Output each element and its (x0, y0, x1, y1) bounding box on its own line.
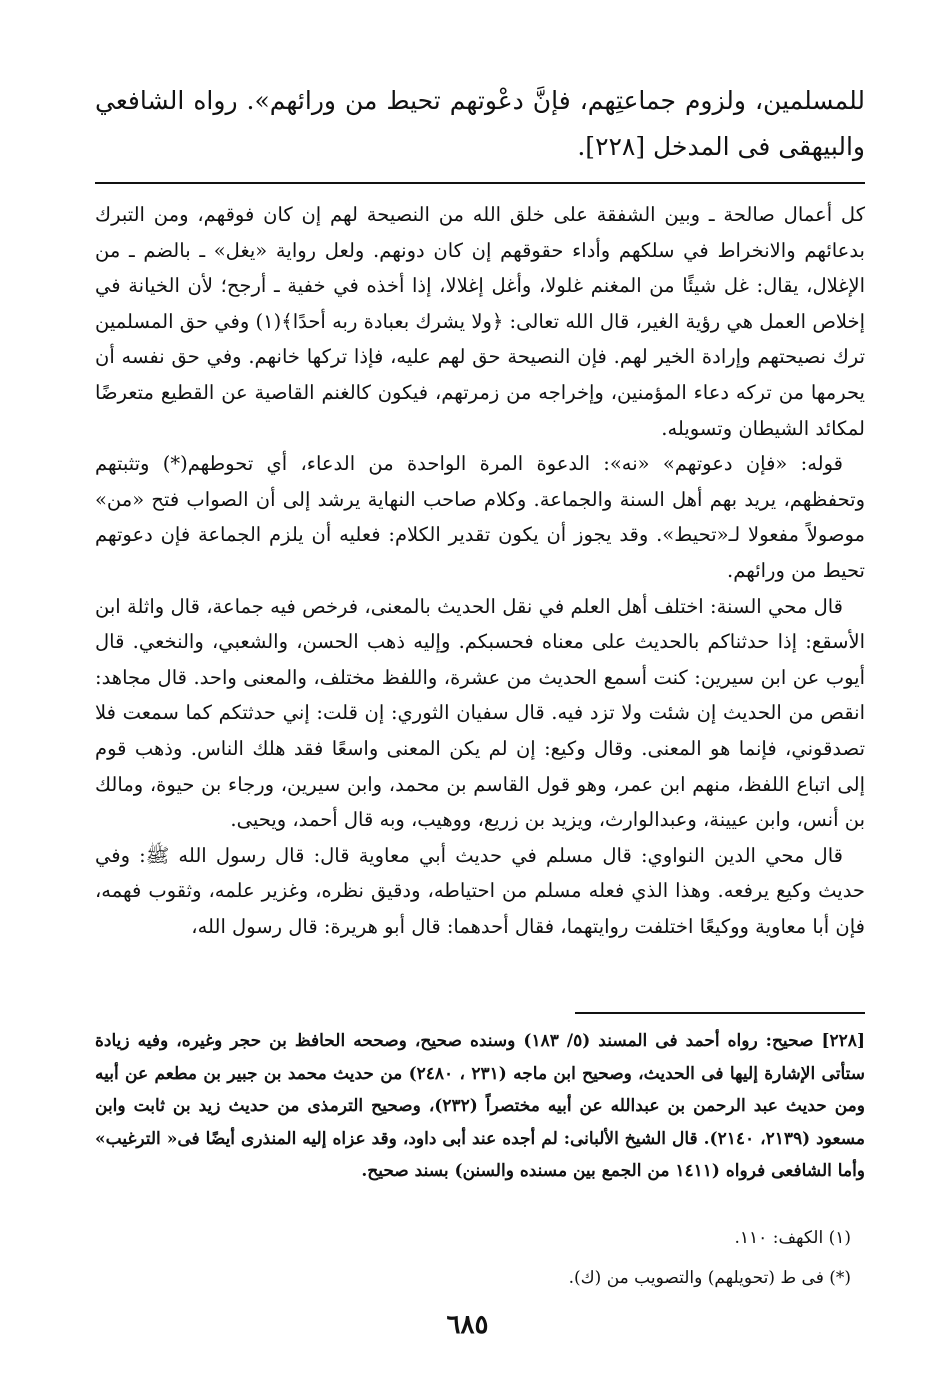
footnote-star: (*) فى ط (تحويلهم) والتصويب من (ك). (568, 1268, 851, 1288)
footnote-hadith-228 (95, 1025, 865, 1188)
page-number: ٦٨٥ (446, 1310, 489, 1340)
footnote-1: (١) الكهف: ١١٠. (734, 1228, 851, 1248)
commentary-divider (95, 182, 865, 184)
commentary-paragraph: كل أعمال صالحة ـ وبين الشفقة على خلق الله من النصيحة لهم إن كان فوقهم، ومن التبرك بدعائهم والانخراط في سلكهم وأداء حقوقهم إن كان دونهم. ولعل رواية «يغل» ـ بالضم ـ من الإغلال، يقال: غل شيئًا من المغنم غلولا، وأغل إغلالا، إذا أخذه في خفية ـ أرجح؛ لأن الخيانة في إخلاص العمل هي رؤية الغير، قال الله تعالى: ﴿ولا يشرك بعبادة ربه أحدًا﴾(١) وفي حق المسلمين ترك نصيحتهم وإرادة الخير لهم. فإن النصيحة حق لهم عليه، فإذا تركها خانهم. وفي حق نفسه أن يحرمها من تركه دعاء المؤمنين، وإخراجه من زمرتهم، فيكون كالغنم القاصية عن القطيع متعرضًا لمكائد الشيطان وتسويله. (95, 203, 865, 440)
commentary-paragraph: قال محي الدين النواوي: قال مسلم في حديث أبي معاوية قال: قال رسول الله ﷺ: وفي حديث وكيع يرفعه. وهذا الذي فعله مسلم من احتياطه، ودقيق نظره، وغزير علمه، وثقوب فهمه، فإن أبا معاوية ووكيعًا اختلفت روايتهما، فقال أحدهما: قال أبو هريرة: قال رسول الله، (95, 843, 865, 938)
footnote-text: [٢٢٨] صحيح: رواه أحمد فى المسند (٥/ ١٨٣) وسنده صحيح، وصححه الحافظ بن حجر وغيره، وفيه زيادة ستأتى الإشارة إليها فى الحديث، وصحيح ابن ماجه (٢٣١ ، ٢٤٨٠) من حديث محمد بن جبير بن مطعم عن أبيه ومن حديث عبد الرحمن بن عبدالله عن أبيه مختصراً (٢٣٢)، وصحيح الترمذى من حديث زيد بن ثابت وابن مسعود (٢١٣٩، ٢١٤٠). قال الشيخ الألبانى: لم أجده عند أبى داود، وقد عزاه إليه المنذرى أيضًا فى« الترغيب» وأما الشافعى فرواه (١٤١١ من الجمع بين مسنده والسنن) بسند صحيح. (95, 1031, 866, 1181)
commentary (95, 197, 865, 944)
footnote-divider (575, 1012, 865, 1014)
main-text-paragraph: للمسلمين، ولزوم جماعتِهم، فإنَّ دعْوتهم تحيط من ورائهم». رواه الشافعي والبيهقى فى المدخل [٢٢٨]. (95, 86, 865, 161)
main-hadith-text (95, 78, 865, 170)
commentary-paragraph: قال محي السنة: اختلف أهل العلم في نقل الحديث بالمعنى، فرخص فيه جماعة، قال واثلة ابن الأسقع: إذا حدثناكم بالحديث على معناه فحسبكم. وإليه ذهب الحسن، والشعبي، والنخعي. قال أيوب عن ابن سيرين: كنت أسمع الحديث من عشرة، واللفظ مختلف، والمعنى واحد. قال مجاهد: انقص من الحديث إن شئت ولا تزد فيه. قال سفيان الثوري: إن قلت: إني حدثتكم كما سمعت فلا تصدقوني، فإنما هو المعنى. وقال وكيع: إن لم يكن المعنى واسعًا فقد هلك الناس. وذهب قوم إلى اتباع اللفظ، منهم ابن عمر، وهو قول القاسم بن محمد، وابن سيرين، ورجاء بن حيوة، ومالك بن أنس، وابن عيينة، وعبدالوارث، ويزيد بن زريع، ووهيب، وبه قال أحمد، ويحيى. (95, 594, 865, 832)
commentary-paragraph: قوله: «فإن دعوتهم» «نه»: الدعوة المرة الواحدة من الدعاء، أي تحوطهم(*) وتثبتهم وتحفظهم، يريد بهم أهل السنة والجماعة. وكلام صاحب النهاية يرشد إلى أن الصواب فتح «من» موصولاً مفعولا لـ«تحيط». وقد يجوز أن يكون تقدير الكلام: فعليه أن يلزم الجماعة فإن دعوتهم تحيط من ورائهم. (95, 452, 865, 582)
